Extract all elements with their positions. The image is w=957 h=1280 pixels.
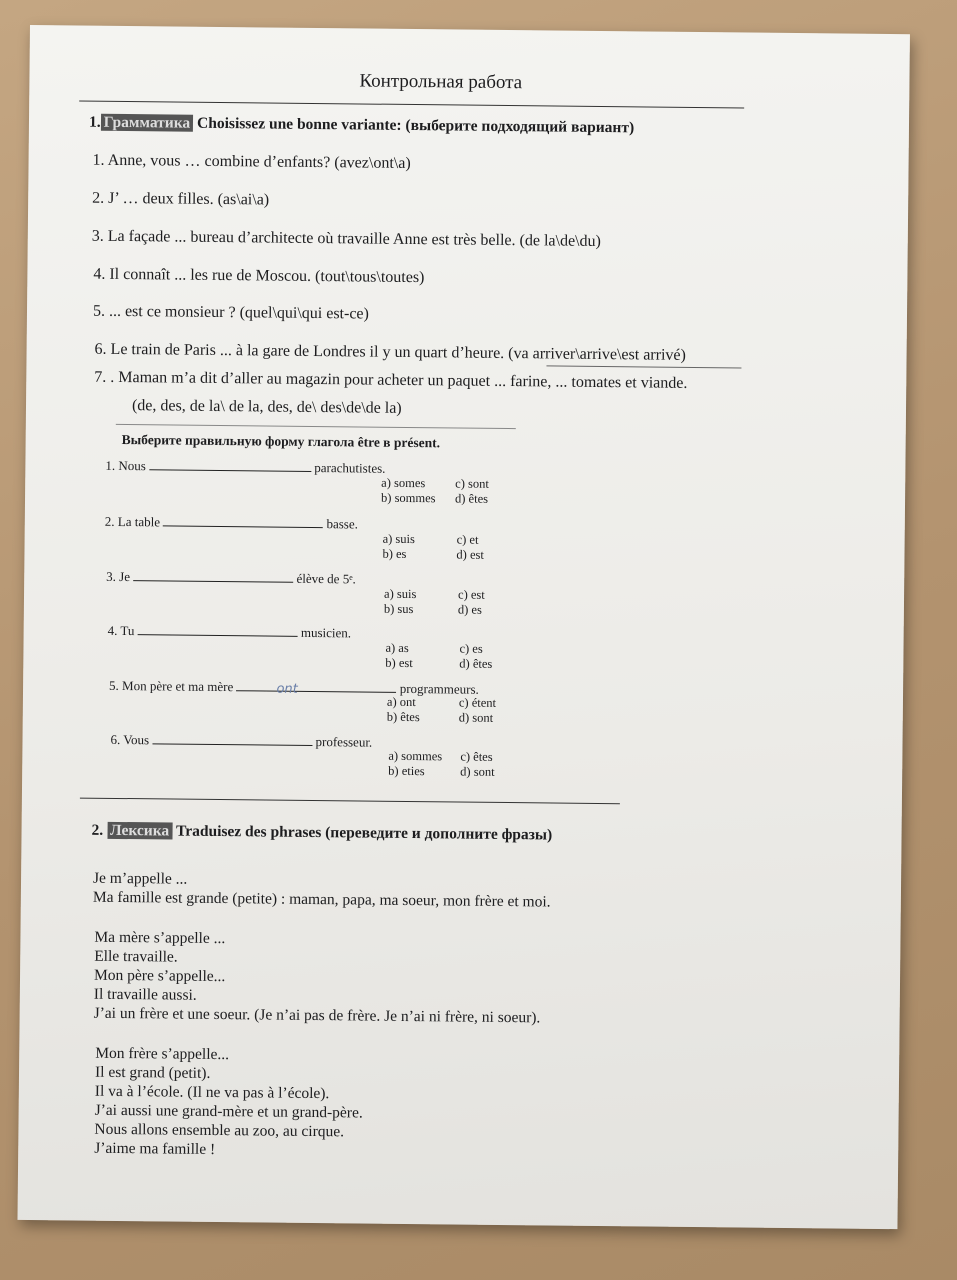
worksheet-paper	[17, 25, 909, 1229]
translate-line-6: Mon père s’appelle...	[93, 966, 226, 986]
divider-mid	[80, 798, 620, 805]
etre-6-blank[interactable]	[152, 743, 312, 746]
etre-2-d: d) est	[456, 547, 484, 562]
etre-1-c: c) sont	[455, 476, 489, 491]
etre-1-b: b) sommes	[380, 490, 436, 506]
etre-1-blank[interactable]	[149, 469, 311, 472]
question-2: 2. J’ … deux filles. (as\ai\a)	[92, 189, 270, 209]
etre-5-d: d) sont	[458, 710, 494, 725]
etre-5-rest: programmeurs.	[399, 680, 479, 697]
etre-4-label: 4. Tu	[107, 622, 135, 639]
etre-1-label: 1. Nous	[105, 457, 146, 474]
divider-q7	[116, 424, 516, 429]
etre-5-a: a) ont	[386, 694, 416, 710]
translate-line-1: Je m’appelle ...	[92, 869, 188, 888]
translate-line-14: Nous allons ensemble au zoo, au cirque.	[94, 1120, 345, 1141]
translate-line-13: J’ai aussi une grand-mère et un grand-père.	[94, 1101, 363, 1122]
etre-2-rest: basse.	[326, 516, 359, 532]
etre-4-blank[interactable]	[138, 634, 298, 637]
translate-line-7: Il travaille aussi.	[93, 985, 197, 1004]
etre-4-a: a) as	[385, 640, 409, 655]
etre-4-b: b) est	[385, 655, 413, 671]
question-7: 7. . Maman m’a dit d’aller au magazin pour acheter un paquet ... farine, ... tomates et viande.	[94, 368, 688, 392]
etre-1-rest: parachutistes.	[314, 460, 386, 476]
question-6: 6. Le train de Paris ... à la gare de Londres il y un quart d’heure. (va arriver\arrive\est arrivé)	[94, 340, 686, 364]
etre-3-rest: élève de 5ᵉ.	[296, 570, 356, 587]
handwritten-answer: ont	[276, 681, 298, 697]
section2-tag: Лексика	[107, 822, 172, 840]
etre-4-d: d) êtes	[459, 656, 493, 671]
translate-line-11: Il est grand (petit).	[94, 1063, 211, 1082]
translate-line-4: Ma mère s’appelle ...	[94, 928, 226, 948]
etre-1-d: d) êtes	[454, 491, 489, 506]
etre-5-label: 5. Mon père et ma mère	[109, 677, 234, 695]
question-5: 5. ... est ce monsieur ? (quel\qui\qui est-ce)	[92, 302, 370, 323]
translate-line-2: Ma famille est grande (petite) : maman, papa, ma soeur, mon frère et moi.	[92, 888, 551, 911]
etre-1-a: a) somes	[381, 475, 426, 491]
etre-4-rest: musicien.	[300, 624, 352, 641]
translate-line-12: Il va à l’école. (Il ne va pas à l’école).	[94, 1082, 330, 1103]
etre-5-b: b) êtes	[386, 709, 420, 725]
etre-6-rest: professeur.	[315, 734, 373, 750]
etre-3-d: d) es	[457, 602, 482, 617]
etre-6-b: b) eties	[388, 763, 425, 779]
section1-title: Choisissez une bonne variante: (выберите подходящий вариант)	[197, 114, 635, 137]
question-3: 3. La façade ... bureau d’architecte où travaille Anne est très belle. (de la\de\du)	[91, 227, 601, 250]
etre-6-c: c) êtes	[460, 749, 493, 764]
etre-3-blank[interactable]	[133, 580, 293, 583]
translate-line-5: Elle travaille.	[94, 947, 178, 966]
question-4: 4. Il connaît ... les rue de Moscou. (tout\tous\toutes)	[93, 265, 425, 287]
etre-2-label: 2. La table	[104, 513, 161, 530]
etre-3-a: a) suis	[383, 586, 417, 602]
etre-6-label: 6. Vous	[110, 731, 150, 748]
section1-number: 1.	[88, 113, 101, 131]
etre-heading: Выберите правильную форму глагола être в présent.	[121, 431, 441, 451]
section2-number: 2.	[91, 821, 104, 839]
etre-6-d: d) sont	[460, 764, 495, 779]
etre-2-blank[interactable]	[163, 525, 323, 528]
section1-tag: Грамматика	[101, 114, 194, 132]
divider-top	[79, 101, 744, 109]
etre-3-b: b) sus	[383, 601, 414, 617]
translate-line-10: Mon frère s’appelle...	[95, 1044, 230, 1064]
translate-line-8: J’ai un frère et une soeur. (Je n’ai pas de frère. Je n’ai ni frère, ni soeur).	[93, 1004, 541, 1027]
section1-heading	[89, 114, 634, 138]
etre-2-a: a) suis	[382, 531, 416, 547]
etre-6-a: a) sommes	[388, 748, 443, 764]
etre-3-c: c) est	[457, 587, 485, 602]
section2-heading	[91, 822, 552, 845]
etre-2-c: c) et	[456, 532, 479, 547]
etre-3-label: 3. Je	[106, 568, 131, 585]
pencil-line	[546, 365, 741, 368]
etre-5-c: c) étent	[458, 695, 497, 710]
etre-4-c: c) es	[459, 641, 483, 656]
question-1: 1. Anne, vous … combine d’enfants? (avez\ont\a)	[92, 151, 411, 172]
section2-title: Traduisez des phrases (переведите и дополните фразы)	[175, 822, 553, 844]
page-title: Контрольная работа	[359, 70, 523, 94]
question-7-options: (de, des, de la\ de la, des, de\ des\de\de la)	[131, 397, 402, 417]
translate-line-15: J’aime ma famille !	[94, 1139, 216, 1159]
etre-2-b: b) es	[382, 546, 407, 561]
etre-5-blank[interactable]	[236, 681, 396, 697]
